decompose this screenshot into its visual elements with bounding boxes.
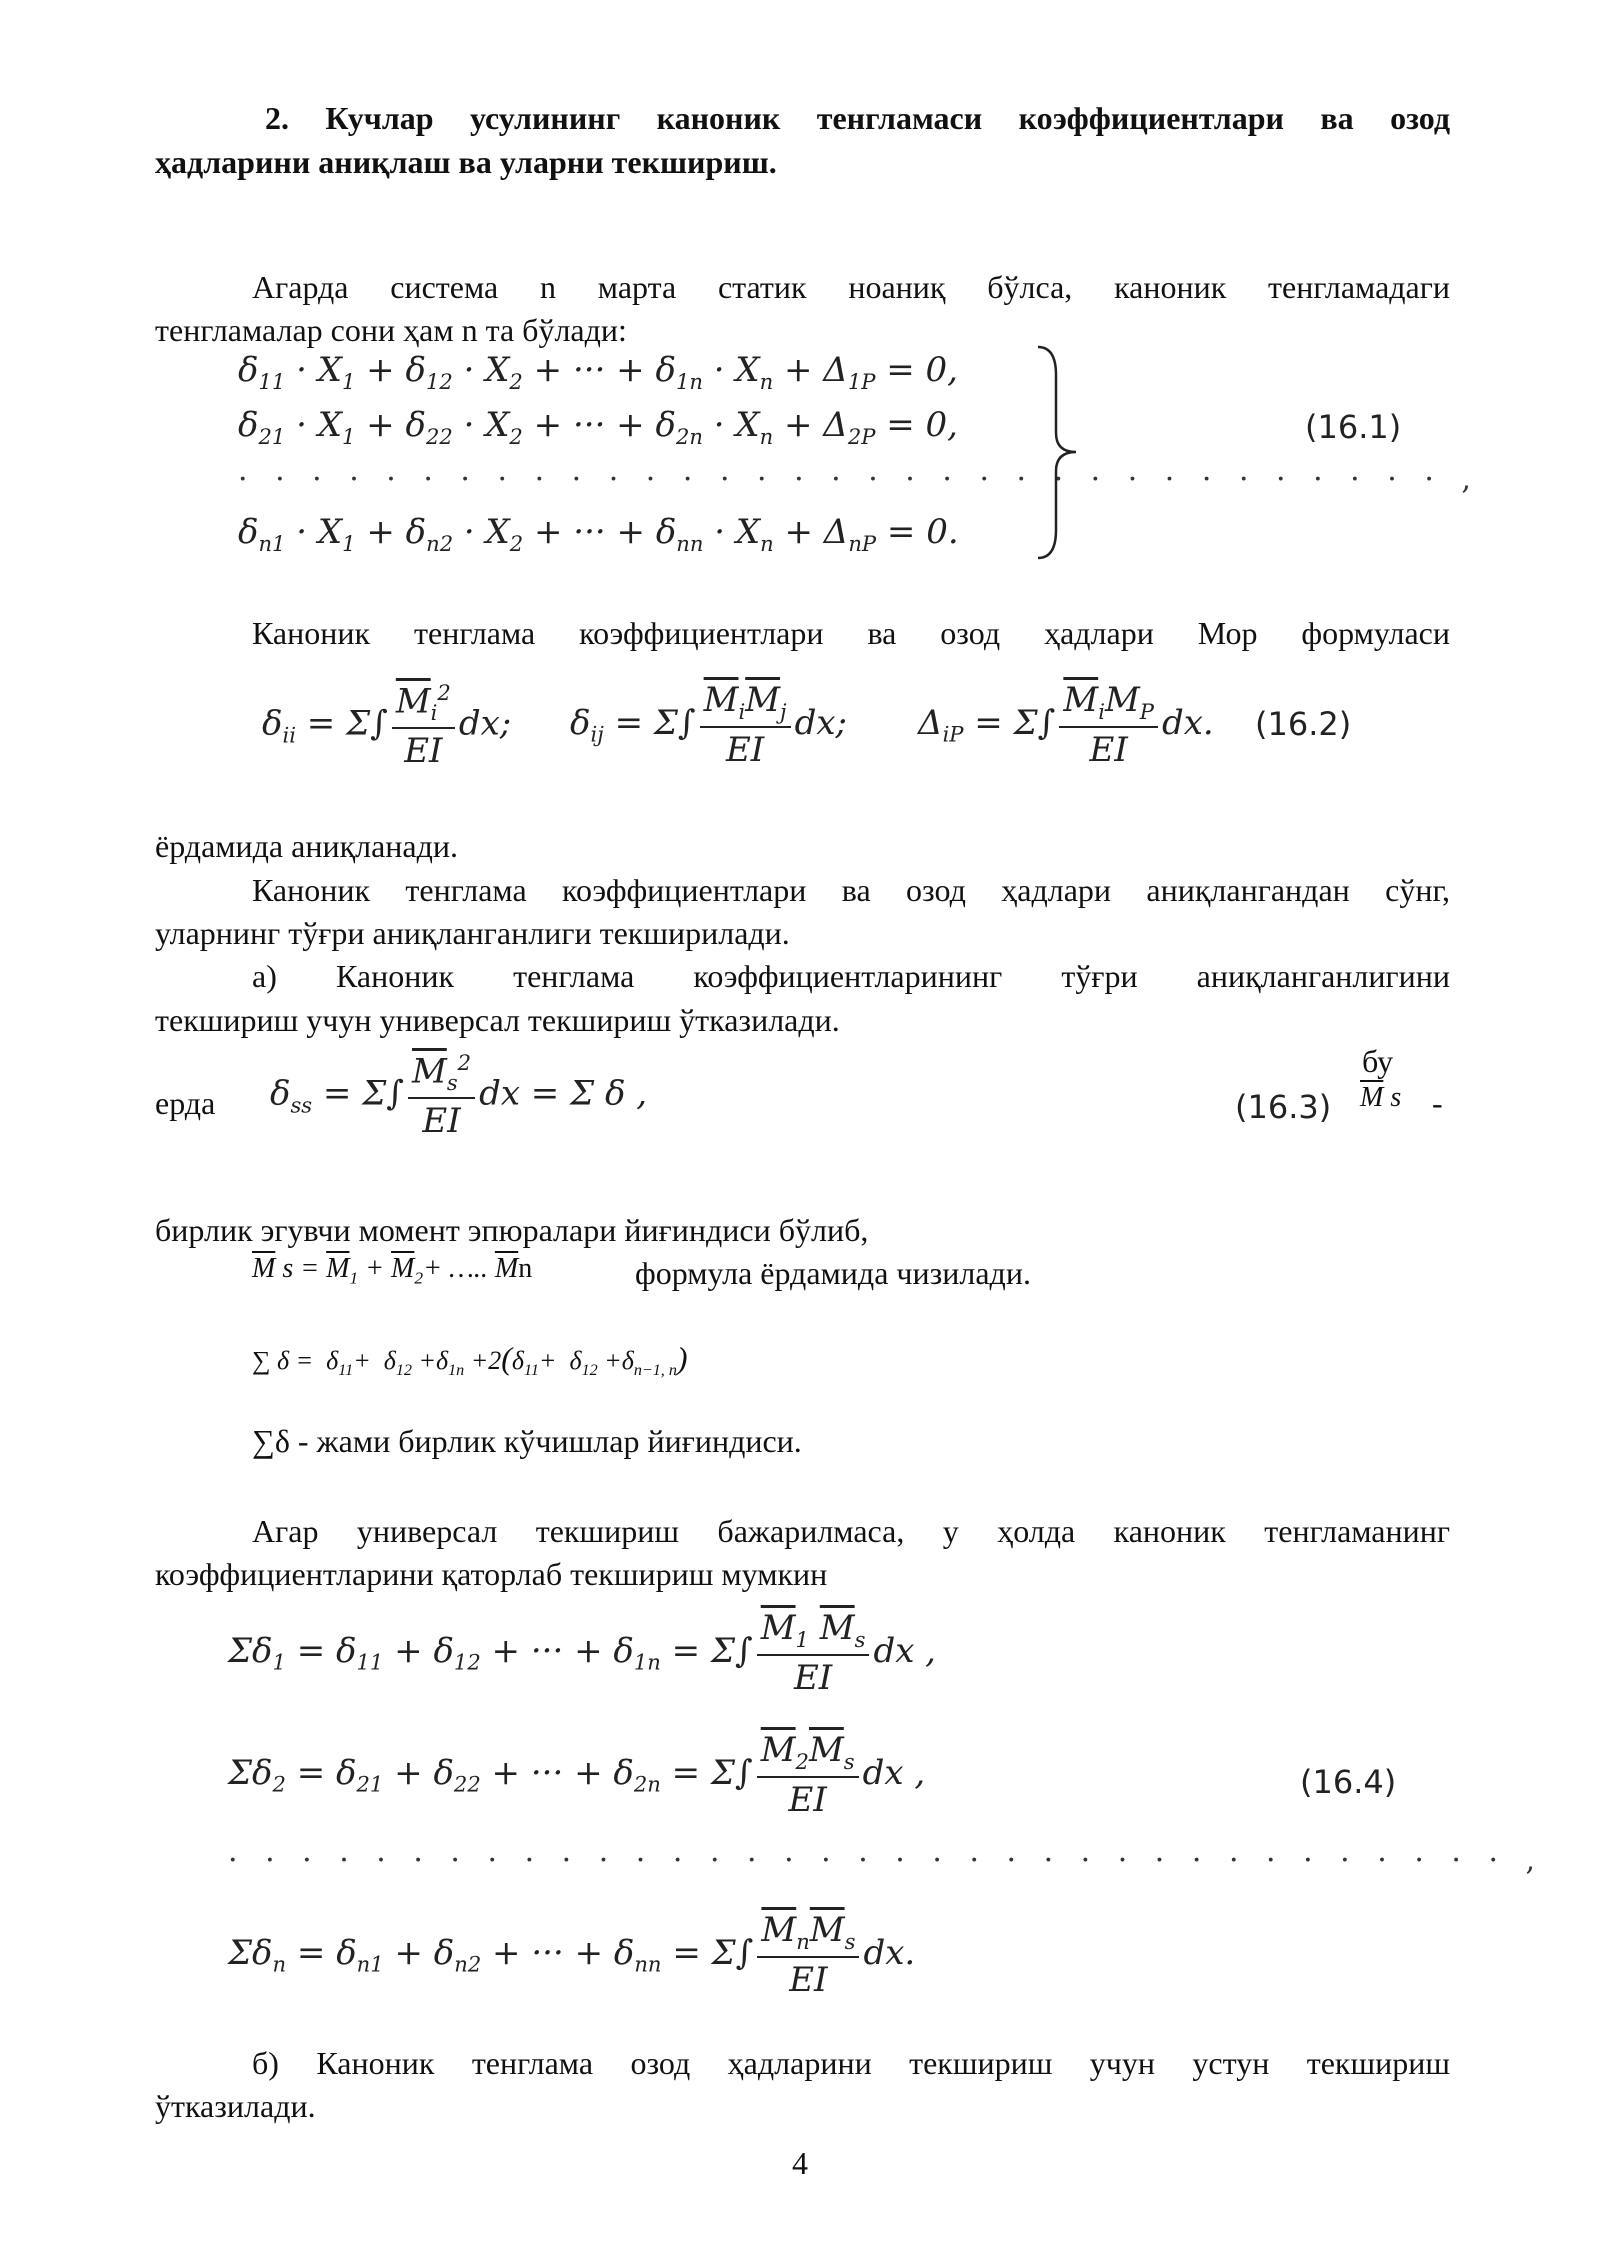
sum-delta-symbol: ∑δ [252,1423,298,1459]
para3-line2: Каноник тенглама коэффициентлари ва озод ҳадлари аниқлангандан сўнг, [252,872,1450,908]
eq-16-4-row-n: $\Sigma\delta_n = \delta_{n1} + \delta_{n2}$ + ··· + $\delta_{nn} = \Sigma\int$ $\frac{\overline{M}_n\overline{M}_s}{EI}$ dx. [228,1910,916,2000]
sum-note-text: - жами бирлик кўчишлар йиғиндиси. [297,1423,802,1459]
eq-16-3-number: (16.3) [1235,1088,1332,1126]
eq-16-4-number: (16.4) [1300,1763,1397,1801]
para3-line4: а) Каноник тенглама коэффициентларининг тўғри аниқланганлигини [252,958,1450,994]
title-line-1: 2. Кучлар усулининг каноник тенгламаси коэффициентлари ва озод [265,100,1450,136]
para4-line2-tail: формула ёрдамида чизилади. [635,1255,1031,1291]
para5-line1: Агар универсал текшириш бажарилмаса, у ҳолда каноник тенгламанинг [252,1513,1450,1549]
eq-16-1-row2: $\delta_{21} \cdot X_1 + \delta_{22} \cdot X_2$ + ··· + $\delta_{2n} \cdot X_n + \Delta_{2P} = 0$, [238,405,958,449]
para3-line5: текшириш учун универсал текшириш ўтказилади. [155,1002,840,1038]
eq-16-2-delta-ii: $\delta_{ii} = \Sigma\int$ $\frac{\overline{M}_i^2}{EI}$ dx; [262,680,512,772]
eq-16-2-delta-ip: $\Delta_{iP} = \Sigma\int$ $\frac{\overline{M}_iM_P}{EI}$ dx. [918,680,1214,770]
para3-line3: уларнинг тўғри аниқланганлиги текширилади. [155,915,790,951]
eq-16-2-delta-ij: $\delta_{ij} = \Sigma\int$ $\frac{\overline{M}_i\overline{M}_j}{EI}$ dx; [570,680,847,770]
section-title [155,96,1450,184]
para2-line1: Каноник тенглама коэффициентлари ва озод ҳадлари Мор формуласи [252,615,1450,651]
eq-16-3-side-dash: - [1432,1085,1443,1121]
eq-16-1-ellipsis-row: · · · · · · · · · · · · · · · · · · · · · · · · · · · · · · · · · , [238,462,1480,497]
right-brace [1032,345,1082,560]
sum-note [252,1418,1152,1464]
ms-symbol: $\overline{M}$ s [1360,1082,1402,1113]
eq-16-2-number: (16.2) [1255,705,1352,743]
para4-line1: бирлик эгувчи момент эпюралари йиғиндиси бўлиб, [155,1212,869,1248]
eq-16-3-side-top: бу [1362,1043,1394,1079]
para1-line2: тенгламалар сони ҳам n та бўлади: [155,312,627,348]
eq-16-1-number: (16.1) [1305,408,1402,446]
eq-16-3-prefix: ерда [155,1085,216,1121]
eq-16-3-formula: $\delta_{ss} = \Sigma\int$ $\frac{\overline{M}_s^2}{EI}$ dx = Σ δ , [270,1050,648,1142]
para6-line2: ўтказилади. [155,2088,316,2124]
para3-line1: ёрдамида аниқланади. [155,828,459,864]
eq-16-4-row1: $\Sigma\delta_1 = \delta_{11} + \delta_{12}$ + ··· + $\delta_{1n} = \Sigma\int$ $\frac{\overline{M}_1 \overline{M}_s}{EI}$ dx , [228,1608,936,1698]
eq-16-1-row1: $\delta_{11} \cdot X_1 + \delta_{12} \cdot X_2$ + ··· + $\delta_{1n} \cdot X_n + \Delta_{1P} = 0$, [238,350,958,394]
para5-line2: коэффициентларини қаторлаб текшириш мумкин [155,1556,828,1592]
eq-16-4-row2: $\Sigma\delta_2 = \delta_{21} + \delta_{22}$ + ··· + $\delta_{2n} = \Sigma\int$ $\frac{\overline{M}_2\overline{M}_s}{EI}$ dx , [228,1730,926,1820]
page-number: 4 [792,2145,808,2181]
eq-16-1-row-n: $\delta_{n1} \cdot X_1 + \delta_{n2} \cdot X_2$ + ··· + $\delta_{nn} \cdot X_n + \Delta_{nP} = 0$. [238,512,959,556]
para1-line1: Агарда система n марта статик ноаниқ бўлса, каноник тенгламадаги [252,269,1450,305]
para6-line1: б) Каноник тенглама озод ҳадларини текшириш учун устун текшириш [252,2045,1450,2081]
eq-16-4-ellipsis-row: · · · · · · · · · · · · · · · · · · · · · · · · · · · · · · · · · · · , [228,1843,1545,1878]
title-line-2: ҳадларини аниқлаш ва уларни текшириш. [155,144,777,180]
sum-delta-formula: ∑ $\delta = \delta_{11}+ \delta_{12} +\delta_{1n} +2(\delta_{11}+ \delta_{12} +\delta_{n-1, n})$ [252,1340,688,1380]
ms-sum-formula: $\overline{M}$ $s = \overline{M}_1 + \overline{M}_2+$ ….. $\overline{M}n$ [252,1253,533,1288]
